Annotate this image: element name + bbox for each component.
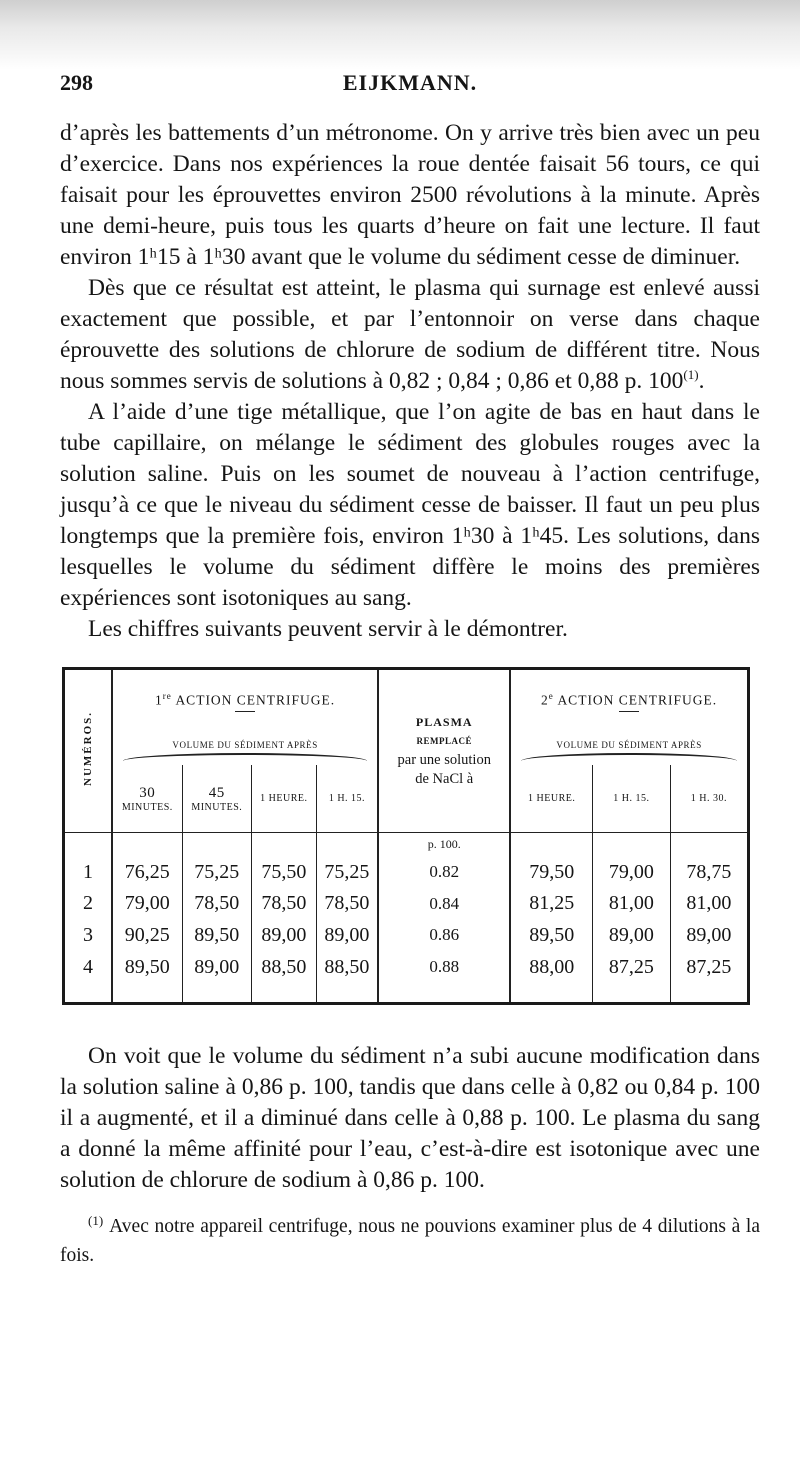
page-number: 298 <box>60 70 93 95</box>
nacl-cell: 0.82 <box>378 856 510 888</box>
col-30-min-value: 30 <box>139 784 156 801</box>
group1-header <box>112 670 378 735</box>
table-row <box>65 920 747 952</box>
cell: 78,50 <box>182 888 251 920</box>
cell: 81,00 <box>593 888 671 920</box>
unit-label: p. 100. <box>378 833 510 857</box>
cell: 76,25 <box>112 856 182 888</box>
paragraph-2: Dès que ce résultat est atteint, le plasma qui surnage est enlevé aussi exactement que possible, et par l’entonnoir on verse dans chaque éprouvette des solutions de chlorure de sodium de différent titre. Nous nous sommes servis de solutions à 0,82 ; 0,84 ; 0,86 et 0,88 p. 100$^{(1)}$. <box>60 275 760 394</box>
cell: 89,00 <box>686 923 732 946</box>
group1-rule <box>235 711 255 712</box>
cell: 89,50 <box>112 951 182 983</box>
col2-1h15-label: 1 H. 15. <box>613 793 650 804</box>
cell: 75,25 <box>182 856 251 888</box>
group1-brace <box>123 753 367 761</box>
cell: 75,50 <box>252 856 317 888</box>
col-45-min-value: 45 <box>208 784 225 801</box>
row-number: 3 <box>65 920 112 952</box>
cell: 89,00 <box>593 920 671 952</box>
group2-ordinal: 2 <box>541 692 549 708</box>
group2-ordinal-sup: e <box>548 691 554 702</box>
cell: 78,75 <box>686 860 732 883</box>
group1-subtitle-text: VOLUME DU SÉDIMENT APRÈS <box>172 739 318 750</box>
cell: 87,25 <box>593 951 671 983</box>
running-head: EIJKMANN. <box>342 70 478 95</box>
group2-title: ACTION CENTRIFUGE. <box>557 692 718 708</box>
cell: 90,25 <box>112 920 182 952</box>
row-number: 4 <box>65 951 112 983</box>
col2-1h15 <box>593 765 671 833</box>
group1-ordinal-sup: re <box>162 691 172 702</box>
col-1-heure <box>252 765 317 833</box>
cell: 88,50 <box>252 951 317 983</box>
footnote-mark: (1) <box>88 1212 104 1228</box>
footnote-reference[interactable]: (1) <box>683 367 699 383</box>
cell: 88,00 <box>510 951 592 983</box>
paragraph-5: On voit que le volume du sédiment n’a subi aucune modification dans la solution saline à 0,86 p. 100, tandis que dans celle à 0,82 ou 0,84 p. 100 il a augmenté, et il a diminué dans celle à 0,88 p. 100. Le plasma du sang a donné la même affinité pour l’eau, c’est-à-dire est isotonique avec une solution de chlorure de sodium à 0,86 p. 100. <box>60 1043 760 1193</box>
plasma-nacl-label: de NaCl à <box>415 771 474 788</box>
numeros-header <box>65 670 112 833</box>
col-1h15 <box>316 765 378 833</box>
unit-row <box>65 833 747 857</box>
cell: 81,25 <box>510 888 592 920</box>
paragraph-4: Les chiffres suivants peuvent servir à le démontrer. <box>88 616 568 642</box>
table-row <box>65 888 747 920</box>
plasma-solution-label: par une solution <box>397 752 491 769</box>
group1-ordinal: 1 <box>155 692 163 708</box>
cell: 78,50 <box>316 888 378 920</box>
nacl-cell: 0.84 <box>378 888 510 920</box>
scan-margin-shadow <box>0 0 800 70</box>
col-1h15-label: 1 H. 15. <box>328 793 366 804</box>
plasma-label: PLASMA <box>415 715 473 730</box>
footnote-text: Avec notre appareil centrifuge, nous ne pouvions examiner plus de 4 dilutions à la fois. <box>60 1216 760 1266</box>
nacl-cell: 0.86 <box>378 920 510 952</box>
table-row <box>65 951 747 983</box>
group1-title: ACTION CENTRIFUGE. <box>175 692 336 708</box>
group2-subtitle <box>510 735 747 765</box>
row-number: 2 <box>65 888 112 920</box>
page-header <box>60 70 760 110</box>
nacl-cell: 0.88 <box>378 951 510 983</box>
group2-brace <box>521 753 737 761</box>
cell: 79,00 <box>112 888 182 920</box>
col2-1-heure <box>510 765 592 833</box>
col-1-heure-label: 1 HEURE. <box>260 793 308 804</box>
cell: 89,00 <box>182 951 251 983</box>
group2-subtitle-text: VOLUME DU SÉDIMENT APRÈS <box>556 739 702 750</box>
cell: 88,50 <box>316 951 378 983</box>
cell: 81,00 <box>686 892 732 915</box>
results-table <box>62 667 750 1005</box>
cell: 79,00 <box>593 856 671 888</box>
plasma-replaced-label: REMPLACÉ <box>416 736 472 747</box>
numeros-label: NUMÉROS. <box>82 711 94 786</box>
col2-1h30-label: 1 H. 30. <box>690 793 727 804</box>
plasma-header <box>378 670 510 833</box>
col-45-min <box>182 765 251 833</box>
col2-1h30 <box>670 765 747 833</box>
cell: 78,50 <box>252 888 317 920</box>
paragraph-2-text: Dès que ce résultat est atteint, le plasma qui surnage est enlevé aussi exactement que possible, et par l’entonnoir on verse dans chaque éprouvette des solutions de chlorure de sodium de différent titre. Nous nous sommes servis de solutions à 0,82 ; 0,84 ; 0,86 et 0,88 p. 100 <box>60 275 760 394</box>
row-number: 1 <box>65 856 112 888</box>
group2-header <box>510 670 747 735</box>
footnote <box>60 1212 760 1270</box>
paragraph-1: d’après les battements d’un métronome. On y arrive très bien avec un peu d’exercice. Dans nos expériences la roue dentée faisait 56 tours, ce qui faisait pour les éprouvettes environ 2500 révolutions à la minute. Après une demi-heure, puis tous les quarts d’heure on fait une lecture. Il faut environ 1ʰ15 à 1ʰ30 avant que le volume du sédiment cesse de diminuer. <box>60 120 760 270</box>
group1-subtitle <box>112 735 378 765</box>
paragraph-3: A l’aide d’une tige métallique, que l’on agite de bas en haut dans le tube capillaire, on mélange le sédiment des globules rouges avec la solution saline. Puis on les soumet de nouveau à l’action centrifuge, jusqu’à ce que le niveau du sédiment cesse de baisser. Il faut un peu plus longtemps que la première fois, environ 1ʰ30 à 1ʰ45. Les solutions, dans lesquelles le volume du sédiment diffère le moins des premières expériences sont isotoniques au sang. <box>60 399 760 611</box>
cell: 79,50 <box>510 856 592 888</box>
col-45-min-label: MINUTES. <box>191 801 243 813</box>
cell: 89,00 <box>252 920 317 952</box>
col-30-min <box>112 765 182 833</box>
col2-1-heure-label: 1 HEURE. <box>528 793 576 804</box>
cell: 89,00 <box>316 920 378 952</box>
col-30-min-label: MINUTES. <box>121 801 173 813</box>
cell: 89,50 <box>182 920 251 952</box>
cell: 87,25 <box>686 955 732 978</box>
cell: 75,25 <box>316 856 378 888</box>
table-row <box>65 856 747 888</box>
group2-rule <box>619 711 639 712</box>
cell: 89,50 <box>510 920 592 952</box>
